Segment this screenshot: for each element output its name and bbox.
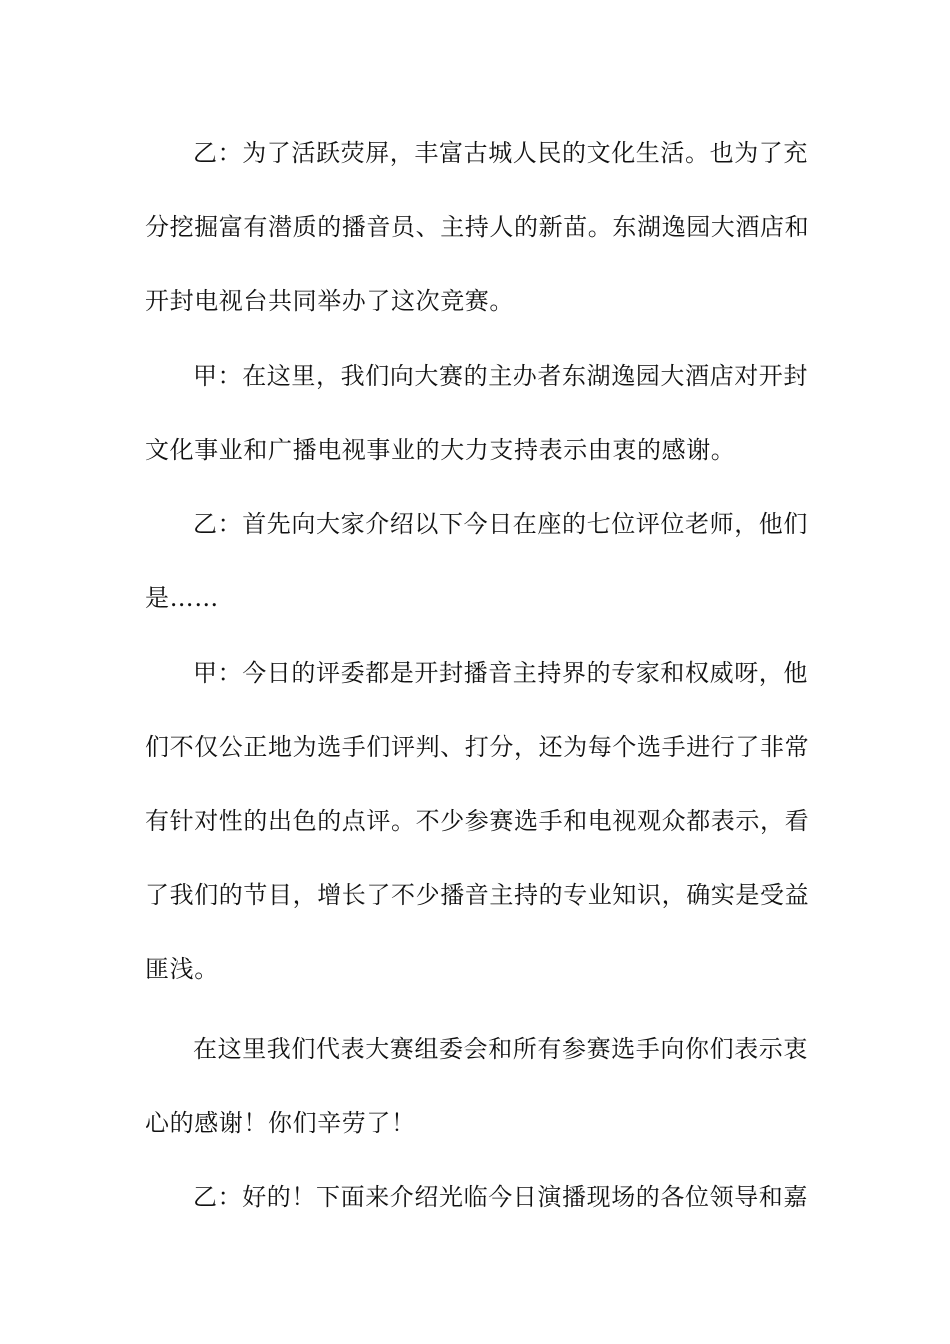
text-line: 们不仅公正地为选手们评判、打分，还为每个选手进行了非常	[145, 733, 810, 761]
text-line: 了我们的节目，增长了不少播音主持的专业知识，确实是受益	[145, 881, 810, 909]
text-line: 甲：在这里，我们向大赛的主办者东湖逸园大酒店对开封	[193, 362, 808, 390]
paragraph-3	[145, 487, 808, 635]
text-line: 乙：为了活跃荧屏，丰富古城人民的文化生活。也为了充	[193, 139, 808, 167]
text-line: 在这里我们代表大赛组委会和所有参赛选手向你们表示衷	[193, 1035, 808, 1063]
text-line: 甲：今日的评委都是开封播音主持界的专家和权威呀，他	[193, 659, 808, 687]
paragraph-4	[145, 636, 810, 1006]
text-line: 乙：好的！下面来介绍光临今日演播现场的各位领导和嘉	[193, 1183, 808, 1211]
text-line: 乙：首先向大家介绍以下今日在座的七位评位老师，他们	[193, 510, 808, 538]
text-line: 文化事业和广播电视事业的大力支持表示由衷的感谢。	[145, 436, 736, 464]
paragraph-6	[145, 1160, 808, 1234]
text-line: 匪浅。	[145, 955, 219, 983]
text-line: 分挖掘富有潜质的播音员、主持人的新苗。东湖逸园大酒店和	[145, 213, 810, 241]
paragraph-2	[145, 339, 808, 487]
text-line: 有针对性的出色的点评。不少参赛选手和电视观众都表示，看	[145, 807, 810, 835]
paragraph-5	[145, 1012, 808, 1160]
text-line: 是……	[145, 584, 219, 612]
text-line: 开封电视台共同举办了这次竞赛。	[145, 287, 514, 315]
paragraph-1	[145, 116, 810, 338]
text-line: 心的感谢！你们辛劳了！	[145, 1109, 416, 1137]
